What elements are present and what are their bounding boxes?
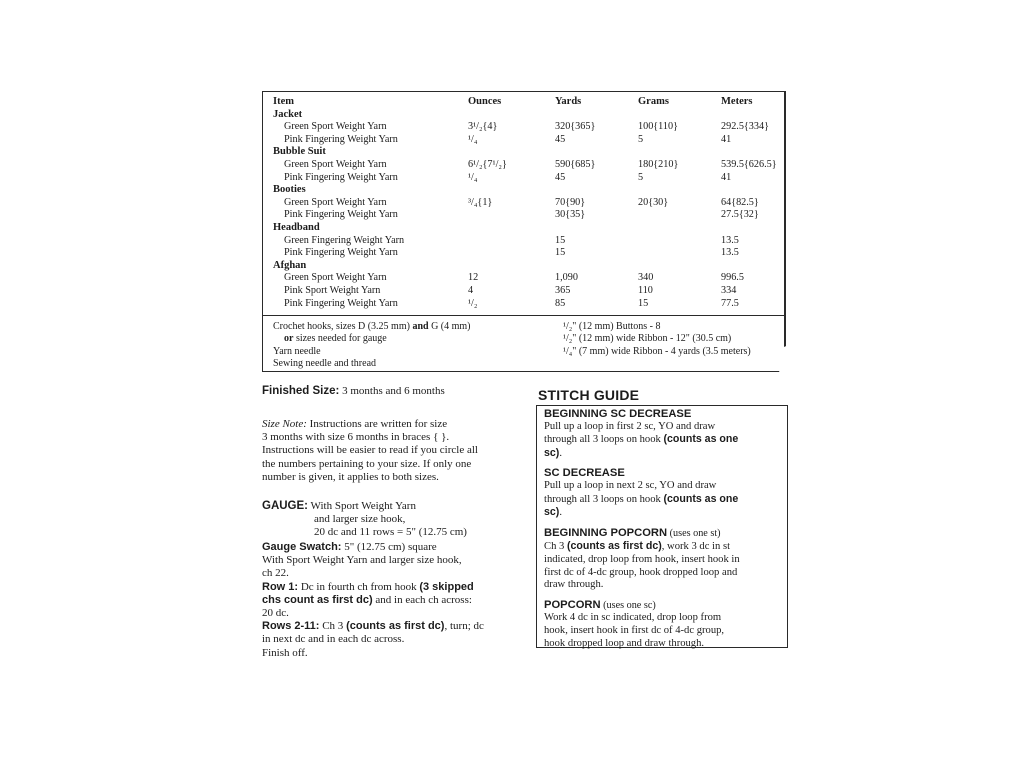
size-note-label: Size Note:: [262, 418, 307, 430]
beg-sc-decrease-text-2a: through all 3 loops on hook: [544, 434, 664, 446]
cell-ounces: ¹/₂: [468, 297, 478, 309]
cell-item: Pink Fingering Weight Yarn: [284, 297, 398, 309]
beg-popcorn-line-3: first dc of 4-dc group, hook dropped loop and: [544, 566, 738, 578]
swatch-label: Gauge Swatch:: [262, 541, 342, 553]
cell-grams: 100{110}: [638, 121, 678, 133]
sc-decrease-text-2a: through all 3 loops on hook: [544, 493, 664, 505]
supply-hooks-size-g: G (4 mm): [428, 321, 471, 332]
supply-buttons: ¹/₂" (12 mm) Buttons - 8: [563, 321, 661, 332]
size-note-line-5: number is given, it applies to both sizes.: [262, 470, 439, 483]
header-yards: Yards: [555, 96, 582, 107]
cell-grams: 5: [638, 171, 644, 183]
finished-size: [262, 385, 445, 398]
swatch-line-1: [262, 541, 484, 554]
cell-yards: 365: [555, 284, 571, 296]
materials-item-row: [273, 121, 783, 134]
materials-item-row: [273, 285, 783, 298]
finished-size-value: 3 months and 6 months: [339, 385, 445, 397]
rows-2-11-text-b: (counts as first dc): [346, 620, 445, 633]
header-meters: Meters: [721, 96, 753, 107]
popcorn-line-2: hook, insert hook in first dc of 4-dc group,: [544, 624, 725, 636]
cell-grams: 15: [638, 297, 649, 309]
cell-ounces: ³/₄{1}: [468, 196, 493, 208]
materials-item-row: [273, 172, 783, 185]
cell-ounces: 4: [468, 284, 474, 296]
spacer: [544, 592, 788, 599]
beg-popcorn-title: [544, 527, 788, 541]
cell-item: Pink Fingering Weight Yarn: [284, 247, 398, 259]
materials-item-row: [273, 272, 783, 285]
supply-ribbon-1: ¹/₂" (12 mm) wide Ribbon - 12" (30.5 cm): [563, 333, 732, 345]
cell-meters: 27.5{32}: [721, 209, 759, 221]
cell-yards: 70{90}: [555, 196, 586, 208]
materials-rows: [273, 109, 783, 311]
beg-popcorn-title-text: BEGINNING POPCORN: [544, 526, 668, 539]
beg-popcorn-line-2: indicated, drop loop from hook, insert hook in: [544, 553, 740, 565]
cell-grams: 110: [638, 284, 653, 296]
size-note-line-1: [262, 418, 478, 431]
materials-item-row: [273, 134, 783, 147]
size-note-line-2: 3 months with size 6 months in braces { }.: [262, 431, 450, 444]
finish-off: Finish off.: [262, 646, 308, 659]
cell-grams: 340: [638, 272, 654, 284]
cell-item: Green Fingering Weight Yarn: [284, 234, 405, 246]
beg-popcorn-text-1b: (counts as first dc): [566, 540, 662, 553]
cell-ounces: 6¹/₂{7¹/₂}: [468, 158, 507, 170]
beg-sc-decrease-text-3b: .: [559, 447, 562, 459]
cell-item: Green Sport Weight Yarn: [284, 158, 387, 170]
supply-hooks-and: and: [412, 321, 429, 332]
sc-decrease-line-2: [544, 493, 788, 507]
cell-item: Pink Fingering Weight Yarn: [284, 133, 398, 145]
materials-item-row: [273, 159, 783, 172]
beg-popcorn-line-1: [544, 540, 788, 554]
stitch-guide-content: [544, 408, 788, 650]
materials-box: [262, 91, 786, 372]
sc-decrease-text-3a: sc): [544, 506, 560, 519]
cell-item: Green Sport Weight Yarn: [284, 272, 387, 284]
spacer: [544, 520, 788, 527]
gauge-line-2: and larger size hook,: [314, 513, 406, 526]
materials-category-row: [273, 184, 783, 197]
materials-category-row: [273, 260, 783, 273]
cell-meters: 41: [721, 171, 732, 183]
beg-sc-decrease-line-2: [544, 433, 788, 447]
gauge-line-1: [262, 500, 467, 513]
materials-header-row: [273, 96, 783, 109]
cell-grams: 5: [638, 133, 644, 145]
size-note-text-1: Instructions are written for size: [306, 418, 448, 430]
cell-item: Pink Sport Weight Yarn: [284, 284, 381, 296]
size-note: [262, 418, 478, 484]
row-1-line-3: 20 dc.: [262, 607, 289, 620]
supplies-left: [273, 321, 563, 370]
page-notch: [778, 346, 796, 380]
materials-category-row: [273, 109, 783, 122]
cell-item: Jacket: [273, 108, 303, 120]
popcorn-title: [544, 599, 788, 613]
gauge: [262, 500, 467, 540]
cell-ounces: 3¹/₂{4}: [468, 121, 498, 133]
supplies-right: [563, 321, 788, 358]
header-item: Item: [273, 96, 294, 107]
beg-popcorn-note: (uses one st): [667, 527, 721, 539]
materials-category-row: [273, 146, 783, 159]
cell-yards: 15: [555, 247, 566, 259]
materials-item-row: [273, 235, 783, 248]
stitch-guide-title: STITCH GUIDE: [538, 387, 640, 403]
popcorn-line-3: hook dropped loop and draw through.: [544, 637, 705, 649]
materials-divider: [263, 315, 784, 316]
cell-meters: 64{82.5}: [721, 196, 759, 208]
beg-popcorn-text-1a: Ch 3: [544, 541, 567, 553]
beg-sc-decrease-line-1: Pull up a loop in first 2 sc, YO and draw: [544, 420, 716, 432]
cell-meters: 13.5: [721, 247, 739, 259]
cell-item: Headband: [273, 221, 320, 233]
row-1-label: Row 1:: [262, 580, 299, 593]
cell-item: Afghan: [273, 259, 307, 271]
cell-meters: 996.5: [721, 272, 744, 284]
cell-yards: 30{35}: [555, 209, 586, 221]
row-1-text-d: and in each ch across:: [372, 593, 472, 606]
sc-decrease-text-2b: (counts as one: [663, 492, 739, 505]
sc-decrease-line-1: Pull up a loop in next 2 sc, YO and draw: [544, 479, 717, 491]
row-1-text-c: chs count as first dc): [262, 593, 373, 606]
cell-item: Bubble Suit: [273, 146, 326, 158]
beg-popcorn-text-1c: , work 3 dc in st: [661, 541, 731, 553]
row-1-text-b: (3 skipped: [419, 580, 474, 593]
supply-hooks-text: Crochet hooks, sizes D (3.25 mm): [273, 321, 413, 332]
cell-meters: 41: [721, 133, 732, 145]
popcorn-title-text: POPCORN: [544, 598, 601, 611]
beg-popcorn-line-4: draw through.: [544, 579, 604, 591]
supply-yarn-needle: Yarn needle: [273, 345, 321, 357]
size-note-line-3: Instructions will be easier to read if you circle all: [262, 444, 478, 457]
beg-sc-decrease-text-3a: sc): [544, 446, 560, 459]
cell-meters: 13.5: [721, 234, 739, 246]
cell-item: Pink Fingering Weight Yarn: [284, 171, 398, 183]
header-grams: Grams: [638, 96, 669, 107]
cell-yards: 45: [555, 133, 566, 145]
cell-grams: 180{210}: [638, 158, 679, 170]
cell-meters: 292.5{334}: [721, 121, 769, 133]
materials-item-row: [273, 247, 783, 260]
swatch-size: 5" (12.75 cm) square: [341, 541, 437, 553]
gauge-line-3: 20 dc and 11 rows = 5" (12.75 cm): [314, 526, 467, 539]
rows-2-11-line-1: [262, 620, 484, 633]
rows-2-11-text-a: Ch 3: [319, 620, 347, 633]
beg-sc-decrease-title: BEGINNING SC DECREASE: [544, 408, 692, 420]
swatch-line-3: ch 22.: [262, 567, 289, 580]
cell-ounces: ¹/₄: [468, 171, 478, 183]
supply-sewing: Sewing needle and thread: [273, 357, 377, 369]
row-1-text-a: Dc in fourth ch from hook: [298, 580, 420, 593]
spacer: [544, 460, 788, 467]
cell-yards: 1,090: [555, 272, 578, 284]
sc-decrease-title: SC DECREASE: [544, 467, 625, 480]
materials-item-row: [273, 209, 783, 222]
gauge-label: GAUGE:: [262, 500, 308, 512]
swatch-line-2: With Sport Weight Yarn and larger size hook,: [262, 554, 462, 567]
supply-hooks-gauge: sizes needed for gauge: [293, 333, 387, 345]
rows-2-11-label: Rows 2-11:: [262, 620, 320, 633]
materials-item-row: [273, 197, 783, 210]
cell-yards: 590{685}: [555, 158, 596, 170]
cell-yards: 85: [555, 297, 566, 309]
rows-2-11-line-2: in next dc and in each dc across.: [262, 633, 405, 646]
supply-hooks: [273, 321, 563, 333]
cell-ounces: ¹/₄: [468, 133, 478, 145]
cell-item: Green Sport Weight Yarn: [284, 121, 387, 133]
sc-decrease-line-3: [544, 506, 788, 520]
cell-meters: 334: [721, 284, 737, 296]
rows-2-11-text-c: , turn; dc: [444, 620, 484, 633]
beg-sc-decrease-line-3: [544, 447, 788, 461]
cell-meters: 539.5{626.5}: [721, 158, 777, 170]
cell-item: Pink Fingering Weight Yarn: [284, 209, 398, 221]
popcorn-line-1: Work 4 dc in sc indicated, drop loop from: [544, 612, 722, 624]
cell-meters: 77.5: [721, 297, 739, 309]
popcorn-note: (uses one sc): [600, 599, 656, 611]
gauge-text-1: With Sport Weight Yarn: [308, 500, 416, 512]
beg-sc-decrease-text-2b: (counts as one: [663, 433, 739, 446]
cell-grams: 20{30}: [638, 196, 669, 208]
supply-hooks-or: or: [284, 333, 294, 345]
cell-ounces: 12: [468, 272, 479, 284]
materials-category-row: [273, 222, 783, 235]
cell-yards: 45: [555, 171, 566, 183]
supply-ribbon-2: ¹/₄" (7 mm) wide Ribbon - 4 yards (3.5 meters): [563, 345, 751, 357]
row-1-line-2: [262, 594, 484, 607]
cell-item: Green Sport Weight Yarn: [284, 196, 387, 208]
supply-hooks-alt: [273, 333, 563, 345]
row-1-line-1: [262, 581, 484, 594]
stitch-guide-box: [536, 405, 788, 648]
finished-size-label: Finished Size:: [262, 385, 340, 397]
header-ounces: Ounces: [468, 96, 502, 107]
sc-decrease-text-3b: .: [559, 507, 562, 519]
size-note-line-4: the numbers pertaining to your size. If only one: [262, 457, 472, 470]
materials-table: [273, 96, 783, 310]
materials-item-row: [273, 298, 783, 311]
cell-yards: 320{365}: [555, 121, 596, 133]
cell-item: Booties: [273, 184, 306, 196]
gauge-swatch: [262, 541, 484, 660]
cell-yards: 15: [555, 234, 566, 246]
